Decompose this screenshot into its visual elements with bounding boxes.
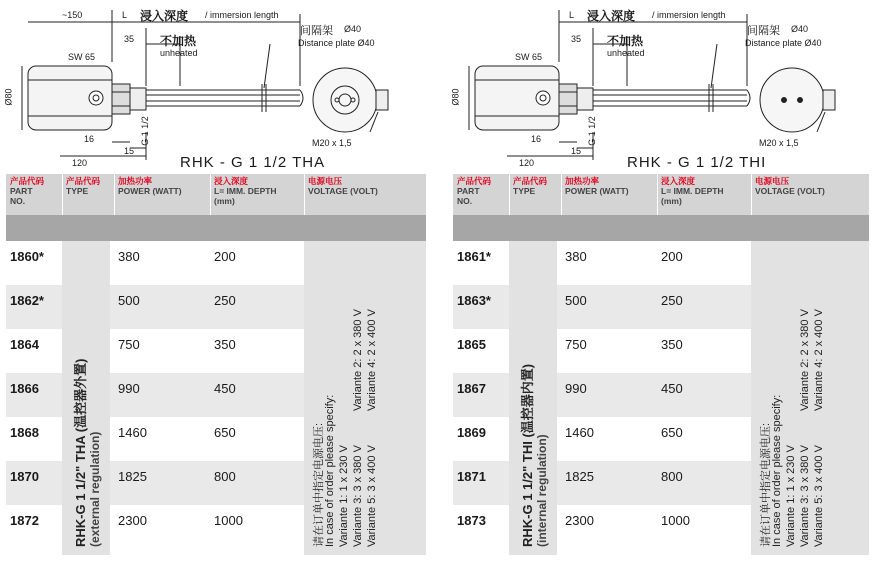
immersion-cn: 浸入深度 bbox=[587, 9, 636, 23]
voltage-line-top-2: Variante 4: 2 x 400 V bbox=[813, 309, 825, 411]
dim-35: 35 bbox=[571, 34, 582, 44]
voltage-column bbox=[304, 241, 426, 555]
header-power: 加热功率 POWER (WATT) bbox=[565, 176, 629, 196]
m20-label: M20 x 1,5 bbox=[312, 138, 352, 148]
voltage-line-5: Variante 5: 3 x 400 V bbox=[366, 445, 378, 547]
unheated-en: unheated bbox=[160, 48, 198, 58]
dim-120: 120 bbox=[72, 158, 88, 168]
table-row: 1863* 500 250 bbox=[453, 285, 869, 329]
spacer-dia: Ø40 bbox=[344, 24, 362, 34]
panel-left bbox=[0, 0, 428, 562]
m20-label: M20 x 1,5 bbox=[759, 138, 799, 148]
voltage-line-2: In case of order please specify: bbox=[771, 394, 783, 547]
dim-16: 16 bbox=[531, 134, 542, 144]
voltage-line-top-2: Variante 4: 2 x 400 V bbox=[366, 309, 378, 411]
model-title: RHK - G 1 1/2 THA bbox=[180, 154, 326, 171]
voltage-line-5: Variante 5: 3 x 400 V bbox=[813, 445, 825, 547]
table-row: 1862* 500 250 bbox=[6, 285, 426, 329]
type-main: RHK-G 1 1/2" THI (温控器内置) bbox=[520, 363, 535, 547]
voltage-line-1: 请在订单中指定电源电压: bbox=[760, 422, 772, 547]
technical-drawing bbox=[447, 0, 875, 170]
heater-drawing-svg bbox=[0, 0, 428, 170]
immersion-en: / immersion length bbox=[652, 10, 726, 20]
distance-plate: Distance plate Ø40 bbox=[298, 38, 375, 48]
dim-L: L bbox=[122, 10, 128, 20]
voltage-line-2: In case of order please specify: bbox=[324, 394, 336, 547]
table-header bbox=[453, 174, 869, 215]
unheated-cn: 不加热 bbox=[607, 34, 644, 48]
heater-drawing-svg bbox=[447, 0, 875, 170]
type-sub: (internal regulation) bbox=[535, 434, 549, 547]
technical-drawing bbox=[0, 0, 428, 170]
table-row: 1873 2300 1000 bbox=[457, 513, 690, 528]
voltage-line-4: Variante 3: 3 x 380 V bbox=[799, 445, 811, 547]
header-part: 产品代码 PART NO. bbox=[457, 176, 492, 206]
voltage-column bbox=[751, 241, 869, 555]
g-thread-label: G 1 1/2 bbox=[586, 116, 597, 146]
voltage-line-top-1: Variante 2: 2 x 380 V bbox=[352, 309, 364, 411]
header-depth: 浸入深度 L= IMM. DEPTH (mm) bbox=[214, 176, 277, 206]
dim-16: 16 bbox=[84, 134, 95, 144]
g-thread-label: G 1 1/2 bbox=[139, 116, 150, 146]
type-main: RHK-G 1 1/2" THA (温控器外置) bbox=[73, 358, 88, 547]
table-row: 1867 990 450 bbox=[453, 373, 869, 417]
header-power: 加热功率 POWER (WATT) bbox=[118, 176, 182, 196]
table-header bbox=[6, 174, 426, 215]
dim-15: 15 bbox=[571, 146, 582, 156]
unheated-en: unheated bbox=[607, 48, 645, 58]
type-column bbox=[509, 241, 557, 555]
sw-label: SW 65 bbox=[68, 52, 96, 62]
header-type: 产品代码 TYPE bbox=[66, 176, 101, 196]
table-row: 1869 1460 650 bbox=[457, 425, 683, 440]
table-row: 1865 750 350 bbox=[457, 337, 683, 352]
dim-150: ~150 bbox=[62, 10, 83, 20]
dim-15: 15 bbox=[124, 146, 135, 156]
unheated-cn: 不加热 bbox=[160, 34, 197, 48]
sw-label: SW 65 bbox=[515, 52, 543, 62]
table-row: 1870 1825 800 bbox=[6, 461, 426, 505]
distance-plate: Distance plate Ø40 bbox=[745, 38, 822, 48]
immersion-cn: 浸入深度 bbox=[140, 9, 189, 23]
dia80-label: Ø80 bbox=[3, 88, 14, 106]
header-depth: 浸入深度 L= IMM. DEPTH (mm) bbox=[661, 176, 724, 206]
header-voltage: 电源电压 VOLTAGE (VOLT) bbox=[755, 176, 825, 196]
type-sub: (external regulation) bbox=[88, 431, 102, 547]
table-row: 1866 990 450 bbox=[6, 373, 426, 417]
header-type: 产品代码 TYPE bbox=[513, 176, 548, 196]
header-band bbox=[6, 215, 426, 241]
voltage-line-1: 请在订单中指定电源电压: bbox=[313, 422, 325, 547]
spec-table bbox=[6, 174, 426, 555]
dim-L: L bbox=[569, 10, 575, 20]
header-part: 产品代码 PART NO. bbox=[10, 176, 45, 206]
immersion-en: / immersion length bbox=[205, 10, 279, 20]
model-title: RHK - G 1 1/2 THI bbox=[627, 154, 767, 171]
voltage-line-top-1: Variante 2: 2 x 380 V bbox=[799, 309, 811, 411]
spacer-cn: 间隔架 bbox=[747, 25, 780, 37]
voltage-line-3: Variante 1: 1 x 230 V bbox=[785, 445, 797, 547]
type-column bbox=[62, 241, 110, 555]
voltage-line-4: Variante 3: 3 x 380 V bbox=[352, 445, 364, 547]
dia80-label: Ø80 bbox=[450, 88, 461, 106]
dim-120: 120 bbox=[519, 158, 535, 168]
table-row: 1864 750 350 bbox=[10, 337, 236, 352]
table-row: 1868 1460 650 bbox=[10, 425, 236, 440]
spec-table bbox=[453, 174, 869, 555]
table-row: 1861* 380 200 bbox=[457, 249, 683, 264]
header-band bbox=[453, 215, 869, 241]
voltage-line-3: Variante 1: 1 x 230 V bbox=[338, 445, 350, 547]
panel-right bbox=[447, 0, 875, 562]
spacer-cn: 间隔架 bbox=[300, 25, 333, 37]
dim-35: 35 bbox=[124, 34, 135, 44]
table-row: 1872 2300 1000 bbox=[10, 513, 243, 528]
spacer-dia: Ø40 bbox=[791, 24, 809, 34]
table-row: 1871 1825 800 bbox=[453, 461, 869, 505]
table-row: 1860* 380 200 bbox=[10, 249, 236, 264]
header-voltage: 电源电压 VOLTAGE (VOLT) bbox=[308, 176, 378, 196]
